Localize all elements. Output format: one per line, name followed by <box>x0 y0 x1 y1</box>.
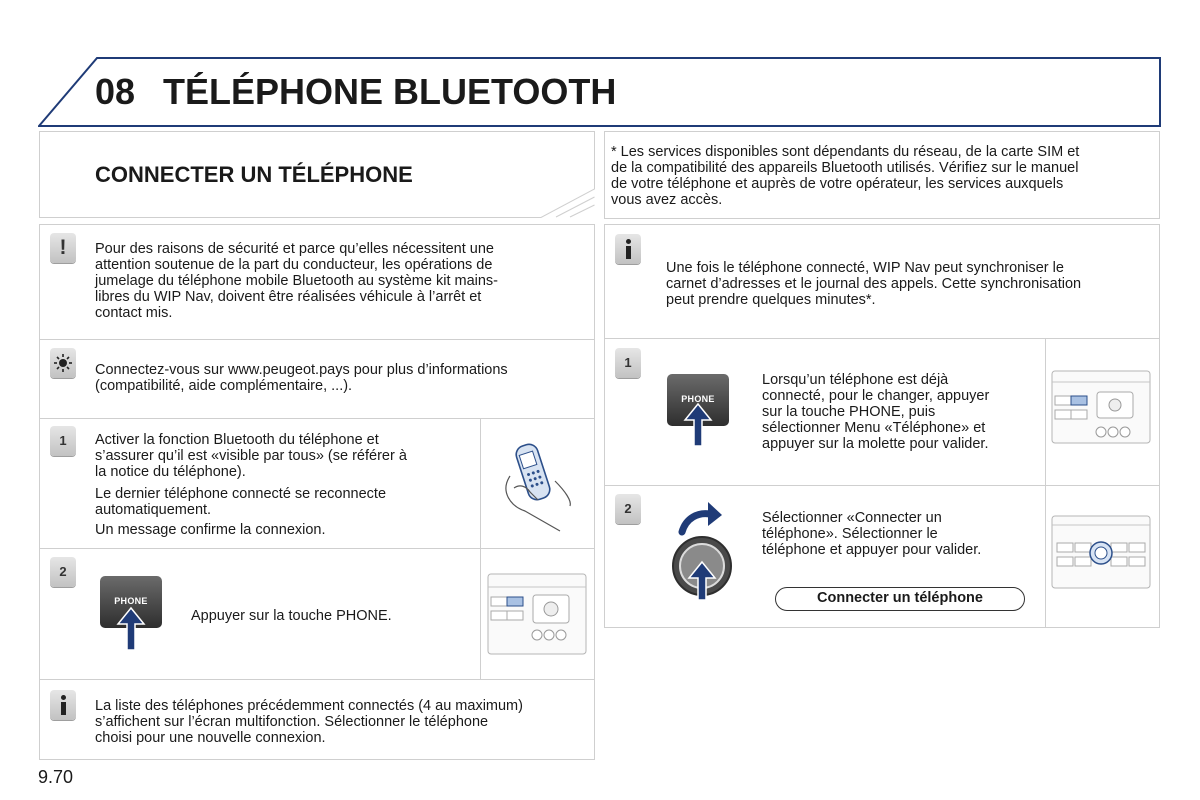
step-2-text: Sélectionner «Connecter un téléphone». Sélectionner le téléphone et appuyer pour valider. <box>762 510 982 558</box>
control-knob-icon <box>670 534 734 602</box>
info-text: La liste des téléphones précédemment connectés (4 au maximum) s’affichent sur l’écran multifonction. Sélectionner le téléphone choisi pour une nouvelle connexion. <box>95 698 523 746</box>
step-1-text: Lorsqu’un téléphone est déjà connecté, pour le changer, appuyer sur la touche PHONE, puis sélectionner Menu «Téléphone» et appuyer sur la molette pour valider. <box>762 372 990 452</box>
press-arrow-icon <box>116 606 146 652</box>
chapter-number: 08 <box>95 71 136 112</box>
warning-text: Pour des raisons de sécurité et parce qu’elles nécessitent une attention soutenue de la part du conducteur, les opérations de jumelage du téléphone mobile Bluetooth au système kit mains- libres du WIP Nav, doivent être réalisées véhicule à l’arrêt et contact mis. <box>95 241 499 321</box>
step-1-text-c: Un message confirme la connexion. <box>95 522 326 538</box>
info-badge <box>50 690 76 720</box>
page-number: 9.70 <box>38 767 74 787</box>
divider <box>39 548 595 549</box>
step-number: 2 <box>59 564 67 579</box>
sync-info-text: Une fois le téléphone connecté, WIP Nav peut synchroniser le carnet d’adresses et le journal des appels. Cette synchronisation peut prendre quelques minutes*. <box>666 260 1082 308</box>
divider <box>39 339 595 340</box>
step-1-badge <box>50 426 76 456</box>
phone-button-label: PHONE <box>114 596 148 606</box>
exclamation-icon: ! <box>59 236 67 259</box>
step-2-text: Appuyer sur la touche PHONE. <box>191 608 392 624</box>
divider <box>39 679 595 680</box>
warning-badge <box>50 233 76 263</box>
step-number: 1 <box>624 355 632 370</box>
phone-button-label: PHONE <box>681 394 715 404</box>
footnote-text: * Les services disponibles sont dépendants du réseau, de la carte SIM et de la compatibilité des appareils Bluetooth utilisés. Vérifiez sur le manuel de votre téléphone et auprès de votre opérateur, les services auxquels vous avez accès. <box>611 144 1080 208</box>
step-1-text-a: Activer la fonction Bluetooth du téléphone et s’assurer qu’il est «visible par tous» (se référer à la notice du téléphone). <box>95 432 407 480</box>
divider <box>604 485 1160 486</box>
step-2-badge <box>50 557 76 587</box>
connect-phone-menu-button[interactable] <box>775 587 1025 611</box>
tip-badge <box>50 348 76 378</box>
info-badge <box>615 234 641 264</box>
divider <box>480 418 481 679</box>
divider <box>39 418 595 419</box>
section-title: CONNECTER UN TÉLÉPHONE <box>95 162 413 187</box>
rotate-arrow-icon <box>678 500 724 536</box>
step-2-badge <box>615 494 641 524</box>
radio-panel-illustration <box>487 573 587 657</box>
step-number: 1 <box>59 433 67 448</box>
step-number: 2 <box>624 501 632 516</box>
sun-tip-icon <box>50 348 76 378</box>
divider <box>1045 338 1046 628</box>
radio-panel-illustration <box>1051 370 1151 446</box>
divider <box>604 338 1160 339</box>
radio-panel-illustration <box>1051 515 1151 591</box>
hand-holding-phone-illustration <box>500 436 580 536</box>
step-1-badge <box>615 348 641 378</box>
info-icon <box>50 690 76 720</box>
press-arrow-icon <box>683 402 713 448</box>
info-icon <box>615 234 641 264</box>
connect-phone-menu-label: Connecter un téléphone <box>817 590 983 606</box>
tip-text: Connectez-vous sur www.peugeot.pays pour plus d’informations (compatibilité, aide complémentaire, ...). <box>95 362 508 394</box>
step-1-text-b: Le dernier téléphone connecté se reconnecte automatiquement. <box>95 486 387 518</box>
chapter-title: TÉLÉPHONE BLUETOOTH <box>163 71 617 112</box>
